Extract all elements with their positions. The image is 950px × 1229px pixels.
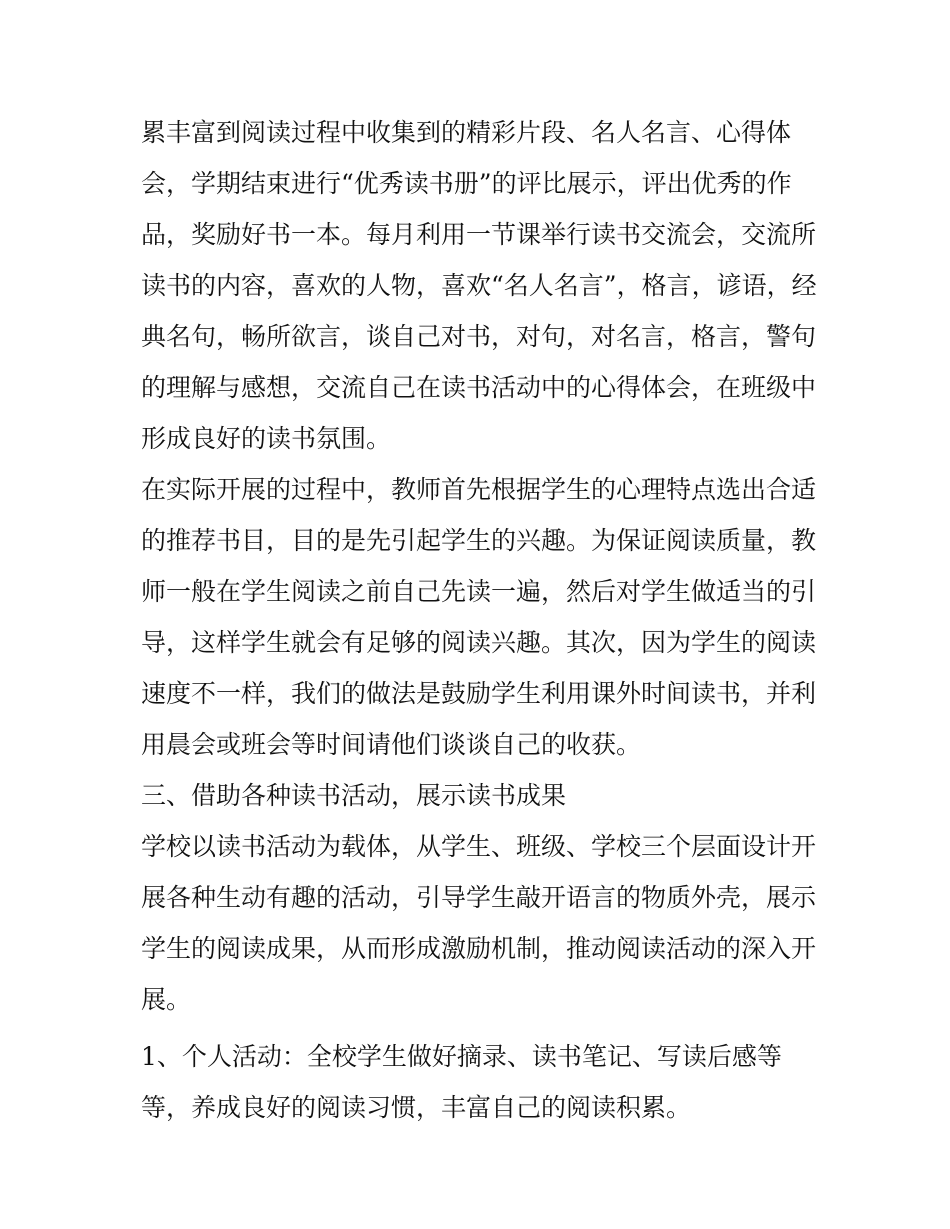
text-line: 典名句，畅所欲言，谈自己对书，对句，对名言，格言，警句 (141, 322, 817, 351)
text-line: 学生的阅读成果，从而形成激励机制，推动阅读活动的深入开 (141, 934, 817, 963)
text-line: 读书的内容，喜欢的人物，喜欢“名人名言”，格言，谚语，经 (141, 271, 817, 300)
text-line: 师一般在学生阅读之前自己先读一遍，然后对学生做适当的引 (141, 577, 817, 606)
document-body (141, 107, 821, 1133)
text-line: 累丰富到阅读过程中收集到的精彩片段、名人名言、心得体 (141, 118, 792, 147)
text-line: 会，学期结束进行“优秀读书册”的评比展示，评出优秀的作 (141, 169, 792, 198)
text-line: 展。 (141, 985, 192, 1014)
text-line: 的理解与感想，交流自己在读书活动中的心得体会，在班级中 (141, 373, 817, 402)
list-item-line: 1、个人活动：全校学生做好摘录、读书笔记、写读后感等 (141, 1042, 782, 1071)
text-line: 在实际开展的过程中，教师首先根据学生的心理特点选出合适 (141, 475, 817, 504)
text-line: 展各种生动有趣的活动，引导学生敲开语言的物质外壳，展示 (141, 883, 817, 912)
text-line: 形成良好的读书氛围。 (141, 424, 392, 453)
text-line: 导，这样学生就会有足够的阅读兴趣。其次，因为学生的阅读 (141, 628, 817, 657)
text-line: 的推荐书目，目的是先引起学生的兴趣。为保证阅读质量，教 (141, 526, 817, 555)
text-line: 学校以读书活动为载体，从学生、班级、学校三个层面设计开 (141, 832, 817, 861)
text-line: 速度不一样，我们的做法是鼓励学生利用课外时间读书，并利 (141, 679, 817, 708)
text-line: 等，养成良好的阅读习惯，丰富自己的阅读积累。 (141, 1093, 692, 1122)
section-heading: 三、借助各种读书活动，展示读书成果 (141, 781, 567, 810)
text-line: 品，奖励好书一本。每月利用一节课举行读书交流会，交流所 (141, 220, 817, 249)
text-line: 用晨会或班会等时间请他们谈谈自己的收获。 (141, 730, 642, 759)
